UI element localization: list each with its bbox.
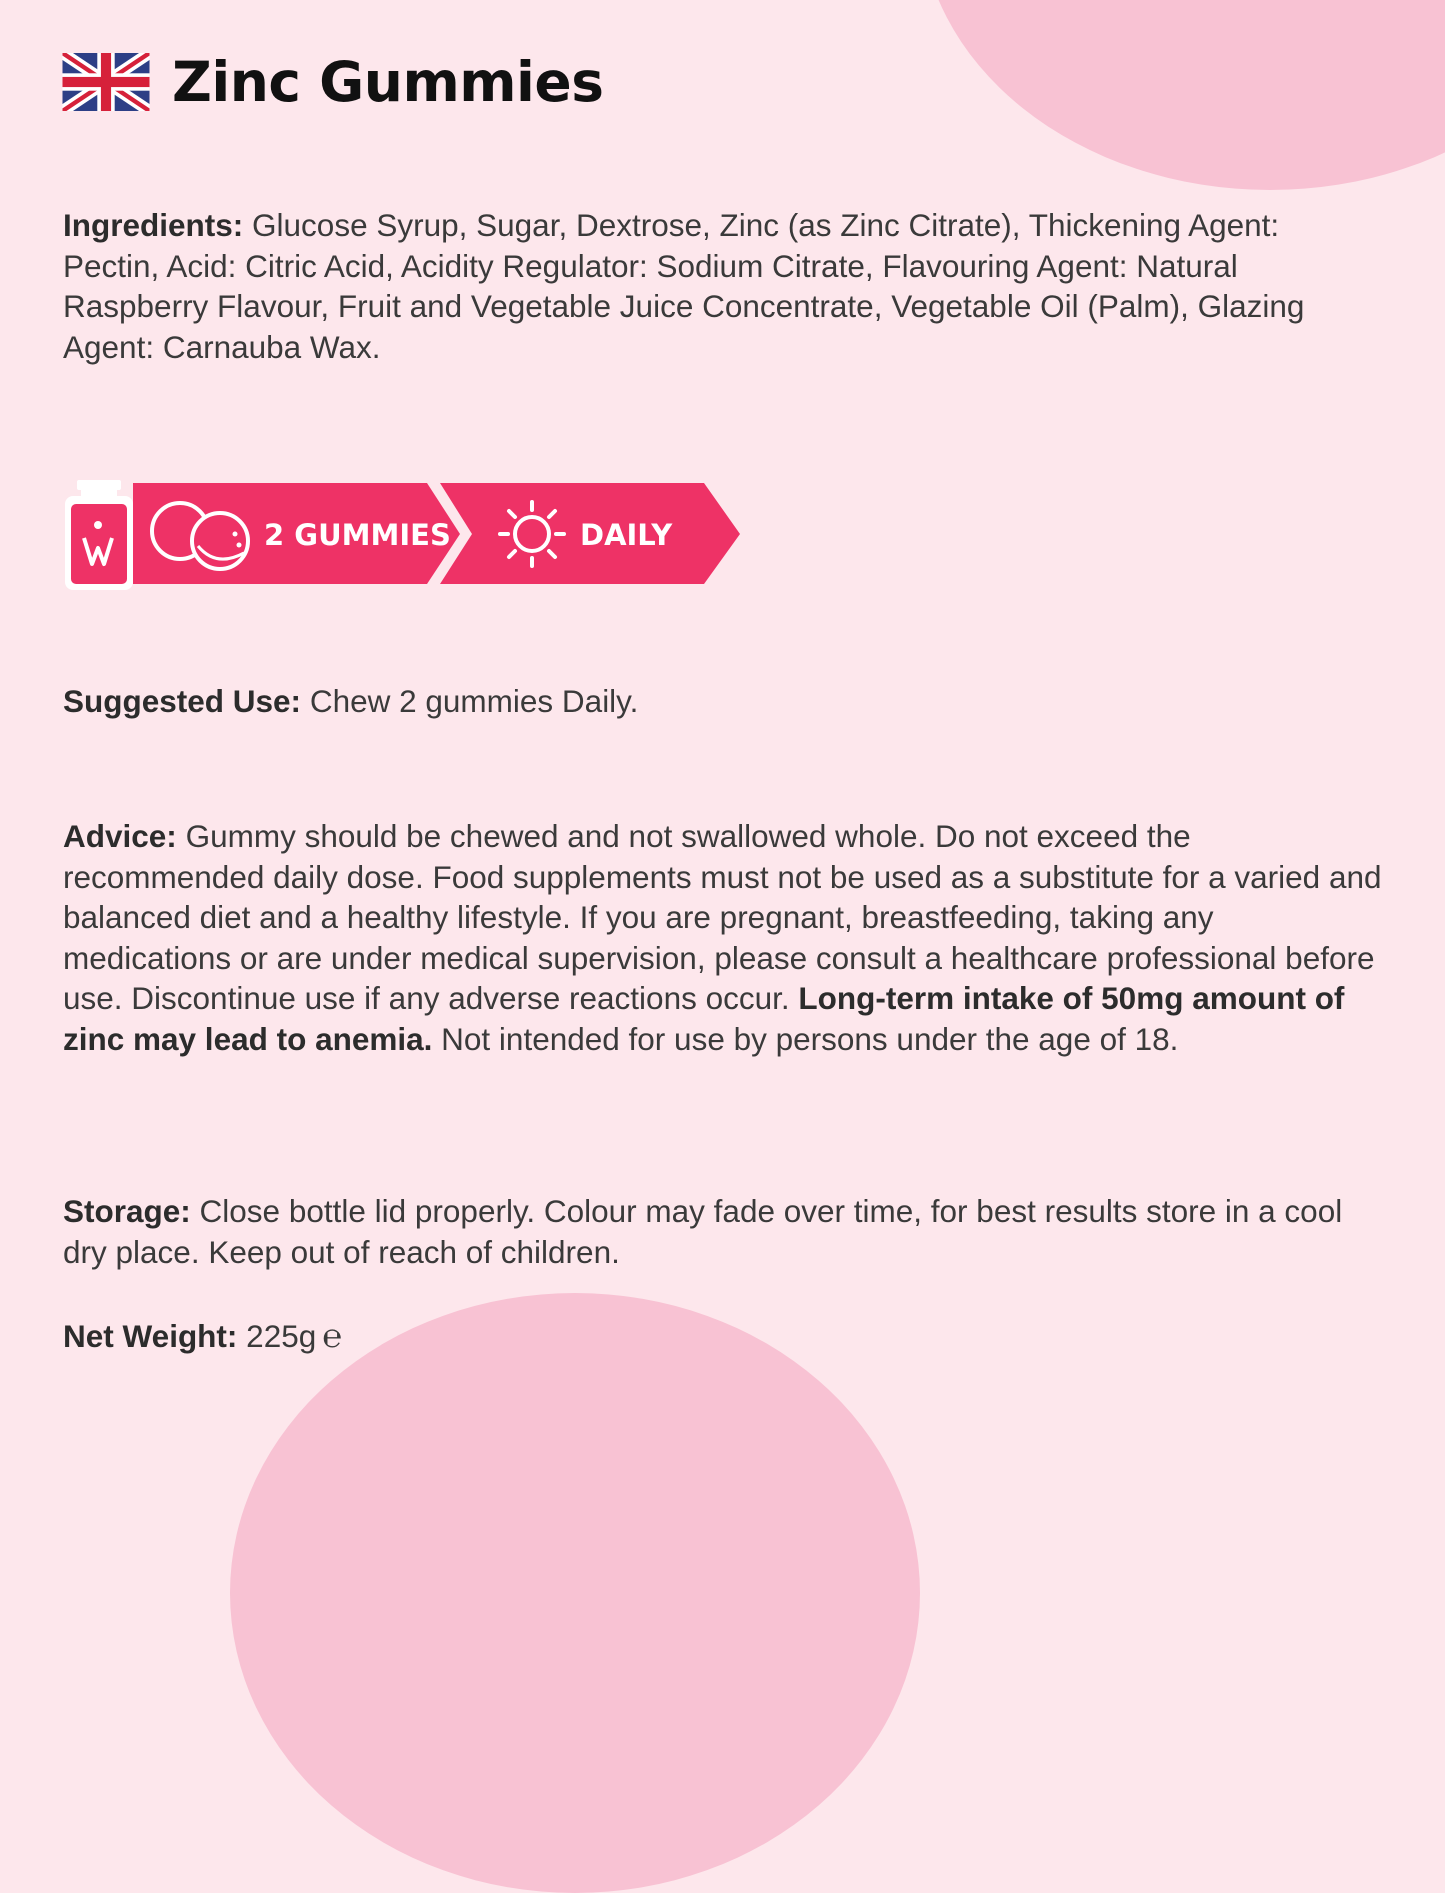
storage-label: Storage:	[63, 1193, 191, 1229]
net-weight-label: Net Weight:	[63, 1318, 238, 1354]
net-weight-value: 225g	[246, 1318, 317, 1354]
ingredients-section	[63, 205, 1383, 367]
decorative-blob-top	[920, 0, 1445, 190]
decorative-blob-bottom	[230, 1293, 920, 1893]
advice-label: Advice:	[63, 818, 177, 854]
net-weight-section	[63, 1316, 1383, 1357]
advice-age-note: Not intended for use by persons under the age of 18.	[441, 1020, 1179, 1057]
bottle-icon	[65, 480, 133, 590]
advice-warning: Long-term intake of 50mg amount of zinc may lead to anemia.	[63, 980, 1345, 1057]
page-title: Zinc Gummies	[172, 50, 604, 114]
dosage-banner	[62, 478, 752, 593]
ingredients-text: Glucose Syrup, Sugar, Dextrose, Zinc (as Zinc Citrate), Thickening Agent: Pectin, Acid: Citric Acid, Acidity Regulator: Sodium Citrate, Flavouring Agent: Natural Raspberry Flavour, Fruit and Vegetable Juice Concentrate, Vegetable Oil (Palm), Glazing Agent: Carnauba Wax.	[63, 207, 1305, 365]
storage-section	[63, 1191, 1383, 1272]
advice-text: Gummy should be chewed and not swallowed whole. Do not exceed the recommended daily dose. Food supplements must not be used as a substitute for a varied and balanced diet and a healthy lifestyle. If you are pregnant, breastfeeding, taking any medications or are under medical supervision, please consult a healthcare professional before use. Discontinue use if any adverse reactions occur.	[63, 818, 1382, 1016]
suggested-use-text: Chew 2 gummies Daily.	[309, 683, 639, 719]
suggested-use-label: Suggested Use:	[63, 683, 302, 719]
storage-text: Close bottle lid properly. Colour may fade over time, for best results store in a cool dry place. Keep out of reach of children.	[63, 1193, 1343, 1270]
dosage-frequency: DAILY	[580, 518, 673, 552]
uk-flag-icon	[62, 53, 150, 111]
dosage-quantity: 2 GUMMIES	[264, 518, 451, 552]
page-header	[62, 50, 603, 114]
ingredients-label: Ingredients:	[63, 207, 244, 243]
suggested-use-section	[63, 681, 1383, 722]
estimated-sign-icon: ℮	[322, 1316, 343, 1355]
advice-section	[63, 816, 1383, 1059]
